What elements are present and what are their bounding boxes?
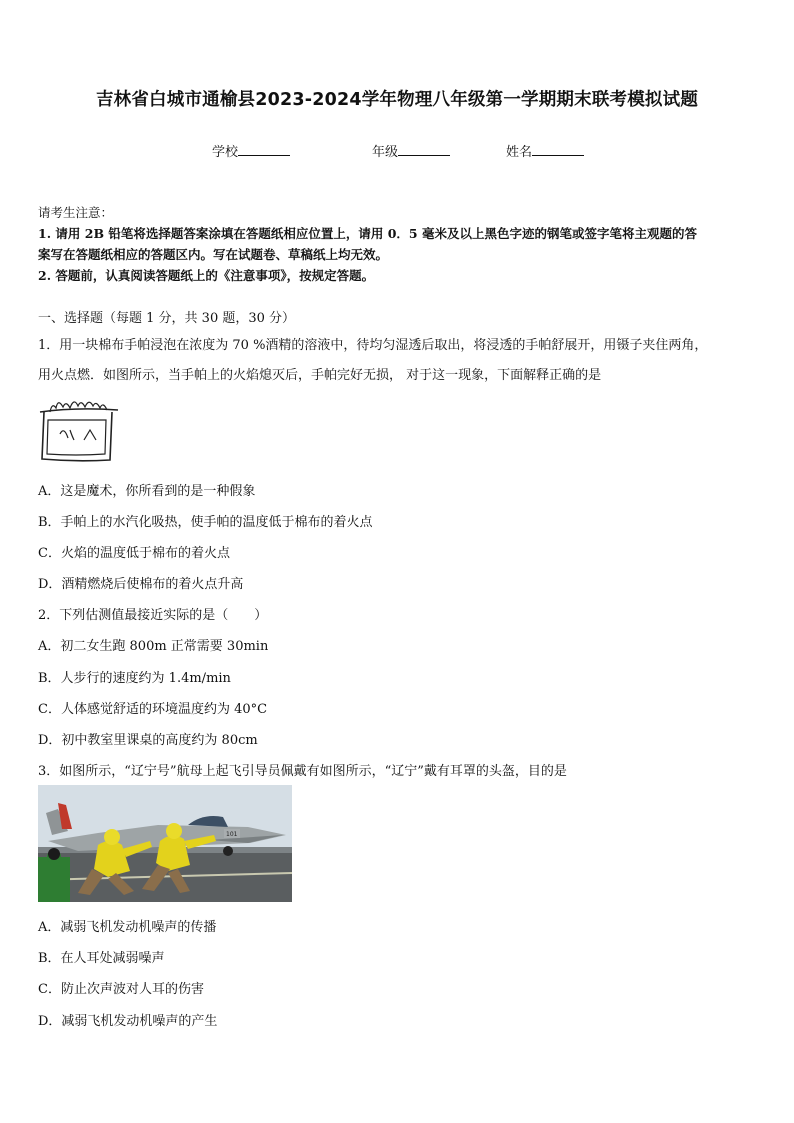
q1-option-a: A．这是魔术，你所看到的是一种假象 — [38, 484, 256, 499]
q3-option-a: A．减弱飞机发动机噪声的传播 — [38, 920, 217, 935]
notice-heading: 请考生注意： — [38, 205, 114, 220]
exam-title: 吉林省白城市通榆县2023-2024学年物理八年级第一学期期末联考模拟试题 — [95, 90, 699, 110]
grade-blank — [398, 143, 450, 156]
q1-stem-line-2: 用火点燃．如图所示，当手帕上的火焰熄灭后，手帕完好无损， 对于这一现象，下面解释正确的是 — [38, 368, 602, 383]
notice-item-1-line-1: 1. 请用 2B 铅笔将选择题答案涂填在答题纸相应位置上，请用 0．5 毫米及以上黑色字迹的钢笔或签字笔将主观题的答 — [38, 226, 697, 241]
handkerchief-figure — [36, 394, 120, 466]
name-label: 姓名 — [506, 145, 533, 160]
grade-field — [372, 141, 450, 160]
name-blank — [532, 143, 584, 156]
school-field — [212, 141, 290, 160]
tail-number: 101 — [226, 831, 238, 838]
q3-stem: 3．如图所示，“辽宁号”航母上起飞引导员佩戴有如图所示，“辽宁”戴有耳罩的头盔，目的是 — [38, 764, 567, 779]
q1-option-b: B．手帕上的水汽化吸热，使手帕的温度低于棉布的着火点 — [38, 515, 373, 530]
q2-option-b: B．人步行的速度约为 1.4m/min — [38, 671, 231, 686]
q1-stem-line-1: 1．用一块棉布手帕浸泡在浓度为 70 %酒精的溶液中，待均匀湿透后取出，将浸透的手帕舒展开，用镊子夹住两角， — [38, 338, 708, 353]
q3-option-b: B．在人耳处减弱噪声 — [38, 951, 165, 966]
section-heading: 一、选择题（每题 1 分，共 30 题，30 分） — [38, 311, 296, 326]
q2-option-c: C．人体感觉舒适的环境温度约为 40°C — [38, 702, 268, 717]
q2-stem: 2．下列估测值最接近实际的是（ ） — [38, 608, 268, 623]
q1-option-c: C．火焰的温度低于棉布的着火点 — [38, 546, 230, 561]
q3-option-c: C．防止次声波对人耳的伤害 — [38, 982, 204, 997]
school-label: 学校 — [212, 145, 239, 160]
q3-option-d: D．减弱飞机发动机噪声的产生 — [38, 1014, 218, 1029]
name-field — [506, 141, 584, 160]
notice-item-1-line-2: 案写在答题纸相应的答题区内。写在试题卷、草稿纸上均无效。 — [38, 247, 389, 262]
q2-option-d: D．初中教室里课桌的高度约为 80cm — [38, 733, 258, 748]
notice-item-2: 2. 答题前，认真阅读答题纸上的《注意事项》，按规定答题。 — [38, 268, 375, 283]
school-blank — [238, 143, 290, 156]
carrier-deck-photo — [38, 785, 292, 902]
q1-option-d: D．酒精燃烧后使棉布的着火点升高 — [38, 577, 244, 592]
q2-option-a: A．初二女生跑 800m 正常需要 30min — [38, 639, 269, 654]
grade-label: 年级 — [372, 145, 399, 160]
